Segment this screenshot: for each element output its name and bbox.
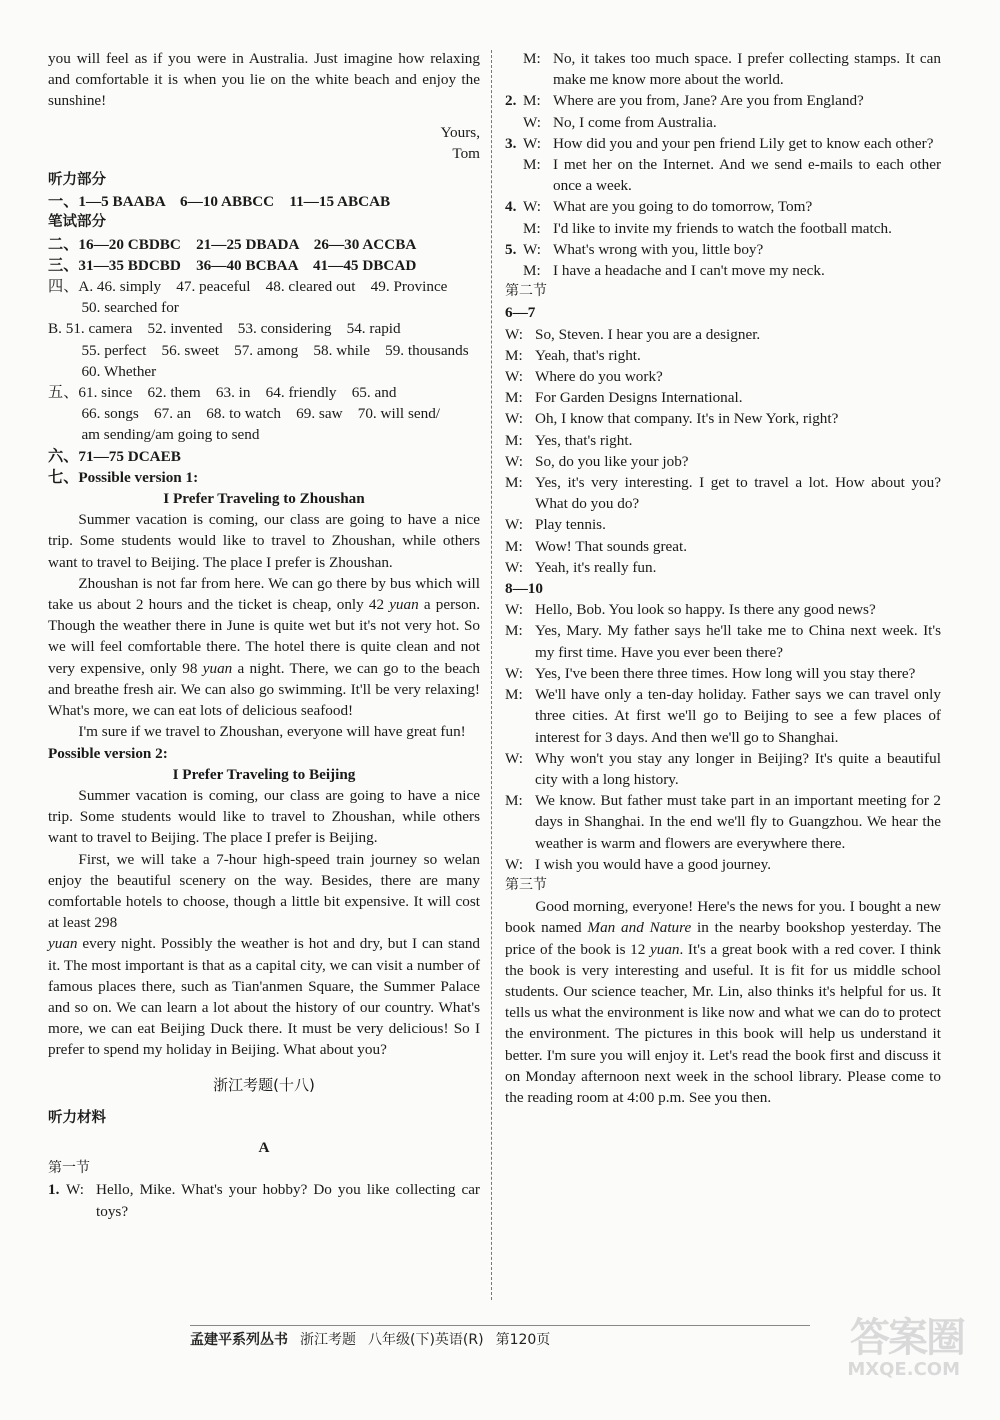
letter-closing: Yours, bbox=[440, 123, 480, 141]
version2-label: Possible version 2: bbox=[48, 744, 168, 762]
exam-title: 浙江考题(十八) bbox=[213, 1075, 315, 1094]
answers-section-1: 一、1—5 BAABA 6—10 ABBCC 11—15 ABCAB bbox=[48, 193, 391, 211]
news-paragraph: Good morning, everyone! Here's the news for you. I bought a new book named Man and Nature in the nearby bookshop yesterday. The price of the book is 12 yuan. It's a great book with a red cover. I think the book is very interesting and useful. It is fit for us middle school students. Our science teacher, Mr. Lin, also thinks it's helpful for us. It tells us what the environment is like now and what we can do to protect the environment. The pictures in this book will help us understand it better. I'm sure you will enjoy it. Let's read the book first and discuss it on Monday afternoon next week in the school library. Please come to the reading room at 4:00 p.m. See you then. bbox=[505, 898, 942, 1106]
range-6-7: 6—7 bbox=[505, 304, 536, 322]
conv2-line: M: We know. But father must take part in an important meeting for 2 days in Shanghai. In the end we'll fly to Guangzhou. We hear the weather is warm and flowers are everywhere there. bbox=[505, 792, 941, 852]
conv1-line: M: Yes, that's right. bbox=[505, 431, 633, 449]
answers-section-4b-cont1: 55. perfect 56. sweet 57. among 58. while 59. thousands bbox=[81, 341, 469, 359]
conv2-line: W: Yes, I've been there three times. How long will you stay there? bbox=[505, 664, 916, 682]
letter-signature: Tom bbox=[452, 144, 480, 162]
answers-section-5: 五、61. since 62. them 63. in 64. friendly 65. and bbox=[48, 384, 397, 402]
essay2-title: I Prefer Traveling to Beijing bbox=[172, 765, 356, 783]
watermark-logo bbox=[840, 1306, 970, 1380]
range-8-10: 8—10 bbox=[505, 580, 543, 598]
essay1-title: I Prefer Traveling to Zhoushan bbox=[163, 490, 365, 508]
conv1-line: W: So, Steven. I hear you are a designer. bbox=[505, 325, 761, 343]
answers-section-3: 三、31—35 BDCBD 36—40 BCBAA 41—45 DBCAD bbox=[48, 256, 417, 274]
answers-section-4a-cont: 50. searched for bbox=[81, 299, 179, 317]
footer-page-number: 第120页 bbox=[495, 1332, 551, 1348]
conv2-line: W: I wish you would have a good journey. bbox=[505, 855, 772, 873]
conv1-line: M: For Garden Designs International. bbox=[505, 389, 743, 407]
answers-section-5-cont2: am sending/am going to send bbox=[81, 426, 260, 444]
conv1-line: M: Yes, it's very interesting. I get to travel a lot. How about you? What do you do? bbox=[505, 474, 941, 513]
conv1-line: M: Wow! That sounds great. bbox=[505, 537, 688, 555]
essay1-paragraph-3: I'm sure if we travel to Zhoushan, everyone will have great fun! bbox=[78, 723, 466, 741]
answers-section-6: 六、71—75 DCAEB bbox=[48, 447, 181, 465]
dialogue-2-w: W: No, I come from Australia. bbox=[523, 113, 717, 131]
watermark-cn: 答案圈 bbox=[850, 1315, 964, 1361]
dialogue-5-w: 5. W: What's wrong with you, little boy? bbox=[505, 240, 764, 258]
essay2-paragraph-1: Summer vacation is coming, our class are going to have a nice trip. Some students would like to travel to Zhoushan, while others want to travel to Beijing. The place I prefer is Beijing. bbox=[48, 786, 480, 847]
answers-section-5-cont1: 66. songs 67. an 68. to watch 69. saw 70. will send/ bbox=[81, 405, 441, 423]
footer-grade: 八年级(下)英语(R) bbox=[368, 1332, 484, 1348]
written-heading: 笔试部分 bbox=[48, 214, 106, 231]
dialogue-4-w: 4. W: What are you going to do tomorrow, Tom? bbox=[505, 198, 813, 216]
footer-series: 孟建平系列丛书 bbox=[190, 1332, 288, 1348]
letter-ending: you will feel as if you were in Australia. Just imagine how relaxing and comfortable it is when you lie on the white beach and enjoy the sunshine! bbox=[48, 50, 480, 110]
dialogue-5-m: M: I have a headache and I can't move my neck. bbox=[523, 262, 825, 280]
conv1-line: M: Yeah, that's right. bbox=[505, 346, 641, 364]
dialogue-3-w: 3. W: How did you and your pen friend Lily get to know each other? bbox=[505, 134, 934, 152]
section-3-heading: 第三节 bbox=[505, 876, 547, 893]
material-heading: 听力材料 bbox=[48, 1109, 106, 1126]
dialogue-3-m: M: I met her on the Internet. And we send e-mails to each other once a week. bbox=[523, 156, 941, 195]
essay1-paragraph-2: Zhoushan is not far from here. We can go there by bus which will take us about 2 hours and the ticket is cheap, only 42 yuan a person. Though the weather there in June is quite wet but it's not very hot. So we will feel comfortable there. The hotel there is quite clean and not very expensive, only 98 yuan a night. There, we can go to the beach and breathe fresh air. We can also go swimming. It'll be very relaxing! What's more, we can eat lots of delicious seafood! bbox=[48, 574, 481, 720]
conv2-line: W: Why won't you stay any longer in Beijing? It's quite a beautiful city with a long history. bbox=[505, 749, 941, 788]
answers-section-4a: 四、A. 46. simply 47. peaceful 48. cleared out 49. Province bbox=[48, 278, 448, 296]
column-divider bbox=[491, 50, 492, 1300]
listening-heading: 听力部分 bbox=[48, 172, 106, 189]
essay2-paragraph-2: First, we will take a 7-hour high-speed train journey so welan enjoy the beautiful scenery on the way. Besides, there are many comfortable hotels to choose, though a little bit expensive. It will cost at least 298 yuan every night. Possibly the weather is hot and dry, but I can stand it. The most important is that as a capital city, we can visit a number of famous places there, such as Tian'anmen Square, the Summer Palace and so on. We can learn a lot about the history of our country. What's more, we can eat Beijing Duck there. It must be very delicious! So I prefer to spend my holiday in Beijing. What about you? bbox=[48, 850, 481, 1059]
conv2-line: W: Hello, Bob. You look so happy. Is there any good news? bbox=[505, 601, 876, 619]
conv2-line: M: Yes, Mary. My father says he'll take me to China next week. It's my first time. Have you ever been there? bbox=[505, 622, 941, 661]
dialogue-1-w: 1. W: Hello, Mike. What's your hobby? Do you like collecting car toys? bbox=[48, 1181, 480, 1220]
conv1-line: W: Where do you work? bbox=[505, 368, 663, 386]
section-2-heading: 第二节 bbox=[505, 283, 547, 300]
conv1-line: W: Oh, I know that company. It's in New York, right? bbox=[505, 410, 839, 428]
answers-section-4b: B. 51. camera 52. invented 53. considering 54. rapid bbox=[48, 320, 401, 338]
answers-section-4b-cont2: 60. Whether bbox=[81, 362, 157, 380]
answers-section-7: 七、Possible version 1: bbox=[48, 468, 199, 486]
conv1-line: W: Yeah, it's really fun. bbox=[505, 558, 657, 576]
left-column bbox=[48, 48, 480, 1222]
dialogue-4-m: M: I'd like to invite my friends to watch the football match. bbox=[523, 219, 892, 237]
dialogue-1-m: M: No, it takes too much space. I prefer collecting stamps. It can make me know more about the world. bbox=[523, 50, 941, 89]
footer-book: 浙江考题 bbox=[300, 1332, 356, 1348]
conv2-line: M: We'll have only a ten-day holiday. Father says we can travel only three cities. At first we'll go to Beijing to see a few places of interest for 3 days. And then we'll go to Shanghai. bbox=[505, 686, 941, 746]
conv1-line: W: So, do you like your job? bbox=[505, 452, 689, 470]
watermark-en: MXQE.COM bbox=[847, 1359, 960, 1380]
page-footer bbox=[190, 1325, 810, 1352]
right-column bbox=[505, 48, 941, 1108]
section-1-heading: 第一节 bbox=[48, 1160, 90, 1177]
dialogue-2-m: 2. M: Where are you from, Jane? Are you from England? bbox=[505, 92, 864, 110]
part-a-label: A bbox=[258, 1138, 270, 1156]
answers-section-2: 二、16—20 CBDBC 21—25 DBADA 26—30 ACCBA bbox=[48, 235, 417, 253]
essay1-paragraph-1: Summer vacation is coming, our class are going to have a nice trip. Some students would like to travel to Zhoushan, while others want to travel to Beijing. The place I prefer is Zhoushan. bbox=[48, 511, 480, 571]
conv1-line: W: Play tennis. bbox=[505, 516, 606, 534]
